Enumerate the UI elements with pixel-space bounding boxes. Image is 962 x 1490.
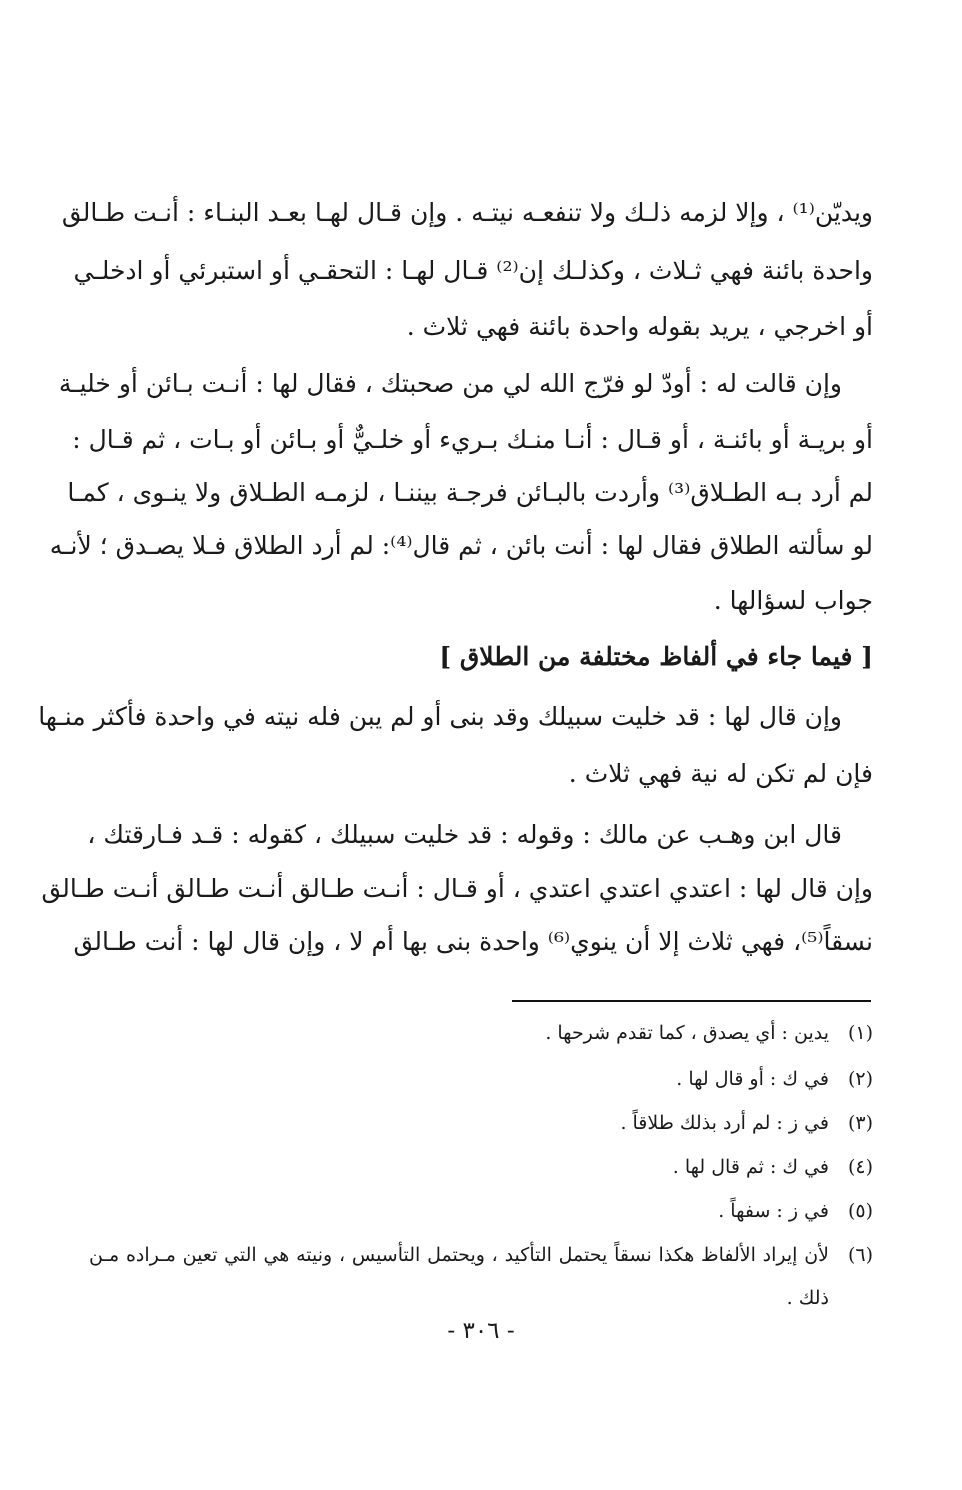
body-line: وإن قال لها : قد خليت سبيلك وقد بنى أو لم يبن فله نيته في واحدة فأكثر منـها	[38, 702, 842, 731]
footnote-number: (٦)	[847, 1244, 873, 1266]
footnote-text: في ك : ثم قال لها .	[672, 1156, 829, 1178]
body-line: قال ابن وهـب عن مالك : وقوله : قد خليت سبيلك ، كقوله : قـد فـارقتك ،	[87, 820, 842, 849]
footnote-number: (١)	[847, 1022, 873, 1044]
body-line: ويديّن⁽¹⁾ ، وإلا لزمه ذلـك ولا تنفعـه نيتـه . وإن قـال لهـا بعـد البنـاء : أنـت طـالق	[61, 198, 873, 227]
footnote-number: (٥)	[847, 1200, 873, 1222]
footnote-text: في ز : سفهاً .	[718, 1200, 829, 1222]
footnote	[673, 1152, 873, 1182]
body-line: أو بريـة أو بائنـة ، أو قـال : أنـا منـك بـريء أو خلـيٌّ أو بـائن أو بـات ، ثم قـال :	[72, 425, 873, 454]
footnote-number: (٣)	[847, 1112, 873, 1134]
footnote-text: ذلك .	[786, 1287, 829, 1309]
footnote-number: (٢)	[847, 1068, 873, 1090]
footnote	[545, 1018, 873, 1048]
body-line: أو اخرجي ، يريد بقوله واحدة بائنة فهي ثلاث .	[406, 312, 873, 341]
footnote	[89, 1240, 873, 1270]
body-line: وإن قال لها : اعتدي اعتدي اعتدي ، أو قـال : أنـت طـالق أنـت طـالق أنـت طـالق	[41, 874, 873, 903]
footnote	[620, 1108, 873, 1138]
body-line: نسقاً⁽⁵⁾، فهي ثلاث إلا أن ينوي⁽⁶⁾ واحدة بنى بها أم لا ، وإن قال لها : أنت طـالق	[73, 927, 873, 956]
body-line: لم أرد بـه الطـلاق⁽³⁾ وأردت بالبـائن فرجـة بيننـا ، لزمـه الطـلاق ولا ينـوى ، كمـا	[67, 478, 873, 507]
footnote-text: يدين : أي يصدق ، كما تقدم شرحها .	[545, 1022, 829, 1044]
body-line: فإن لم تكن له نية فهي ثلاث .	[568, 759, 873, 788]
footnote-text: في ز : لم أرد بذلك طلاقاً .	[620, 1112, 829, 1134]
section-heading: [ فيما جاء في ألفاظ مختلفة من الطلاق ]	[439, 642, 873, 671]
body-line: جواب لسؤالها .	[713, 586, 873, 615]
footnote-text: في ك : أو قال لها .	[676, 1068, 829, 1090]
page-number: - ٣٠٦ -	[447, 1318, 515, 1344]
body-line: لو سألته الطلاق فقال لها : أنت بائن ، ثم قال⁽⁴⁾: لم أرد الطلاق فـلا يصـدق ؛ لأنـه	[49, 531, 873, 560]
footnote-continuation	[787, 1283, 873, 1313]
footnote-text: لأن إيراد الألفاظ هكذا نسقاً يحتمل التأكيد ، ويحتمل التأسيس ، ونيته هي التي تعين مـراده مـن	[89, 1244, 829, 1266]
body-line: وإن قالت له : أودّ لو فرّج الله لي من صحبتك ، فقال لها : أنـت بـائن أو خليـة	[58, 369, 842, 398]
footnote-number: (٤)	[847, 1156, 873, 1178]
footnote	[676, 1064, 873, 1094]
footnote	[718, 1196, 873, 1226]
footnote-separator	[512, 1000, 871, 1002]
body-line: واحدة بائنة فهي ثـلاث ، وكذلـك إن⁽²⁾ قـال لهـا : التحقـي أو استبرئي أو ادخلـي	[73, 256, 873, 285]
